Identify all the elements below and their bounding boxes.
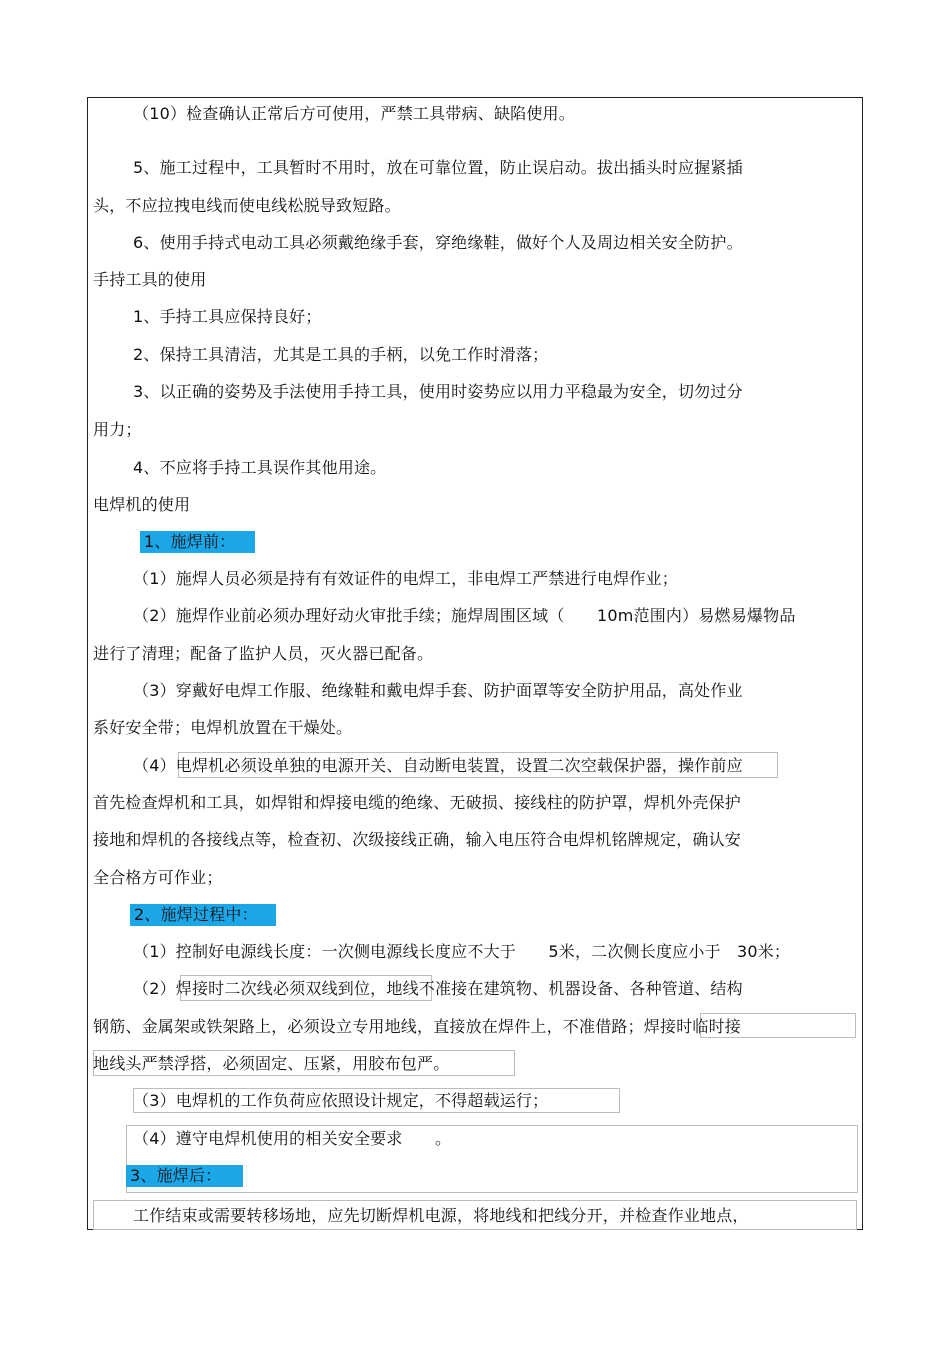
highlighted-subheading: 2、施焊过程中： [130,904,276,926]
text-line: 接地和焊机的各接线点等，检查初、次级接线正确，输入电压符合电焊机铭牌规定，确认安 [93,830,742,849]
text-line: 4、不应将手持工具误作其他用途。 [133,458,387,477]
text-line: （4）电焊机必须设单独的电源开关、自动断电装置，设置二次空载保护器，操作前应 [133,756,743,775]
text-line: 头，不应拉拽电线而使电线松脱导致短路。 [93,196,401,215]
text-line: 钢筋、金属架或铁架路上，必须设立专用地线，直接放在焊件上，不准借路；焊接时临时接 [93,1017,742,1036]
text-line: 1、手持工具应保持良好； [133,307,322,326]
text-line: 全合格方可作业； [93,868,223,887]
section-heading: 手持工具的使用 [93,270,207,289]
highlighted-subheading: 1、施焊前： [140,531,255,553]
text-line: （2）施焊作业前必须办理好动火审批手续；施焊周围区域（ 10m范围内）易燃易爆物品 [133,606,796,625]
text-line: （2）焊接时二次线必须双线到位，地线不准接在建筑物、机器设备、各种管道、结构 [133,979,743,998]
text-line: （10）检查确认正常后方可使用，严禁工具带病、缺陷使用。 [133,104,575,123]
text-line: 3、以正确的姿势及手法使用手持工具，使用时姿势应以用力平稳最为安全，切勿过分 [133,382,743,401]
text-line: 进行了清理；配备了监护人员，灭火器已配备。 [93,644,434,663]
text-line: （1）施焊人员必须是持有有效证件的电焊工，非电焊工严禁进行电焊作业； [133,569,678,588]
text-line: 6、使用手持式电动工具必须戴绝缘手套，穿绝缘鞋，做好个人及周边相关安全防护。 [133,233,743,252]
text-line: 工作结束或需要转移场地，应先切断焊机电源，将地线和把线分开，并检查作业地点， [133,1206,749,1225]
text-line: （1）控制好电源线长度：一次侧电源线长度应不大于 5米，二次侧长度应小于 30米； [133,942,791,961]
text-line: 首先检查焊机和工具，如焊钳和焊接电缆的绝缘、无破损、接线柱的防护罩，焊机外壳保护 [93,793,742,812]
text-line: （3）电焊机的工作负荷应依照设计规定，不得超载运行； [133,1091,549,1110]
section-heading: 电焊机的使用 [93,495,191,514]
highlighted-subheading: 3、施焊后： [126,1165,243,1187]
text-line: 5、施工过程中，工具暂时不用时，放在可靠位置，防止误启动。拔出插头时应握紧插 [133,158,743,177]
text-line: 用力； [93,420,142,439]
text-line: 2、保持工具清洁，尤其是工具的手柄，以免工作时滑落； [133,345,549,364]
text-line: 地线头严禁浮搭，必须固定、压紧，用胶布包严。 [93,1054,450,1073]
text-line: （4）遵守电焊机使用的相关安全要求 。 [133,1129,452,1148]
text-line: （3）穿戴好电焊工作服、绝缘鞋和戴电焊手套、防护面罩等安全防护用品，高处作业 [133,681,743,700]
text-line: 系好安全带；电焊机放置在干燥处。 [93,718,353,737]
